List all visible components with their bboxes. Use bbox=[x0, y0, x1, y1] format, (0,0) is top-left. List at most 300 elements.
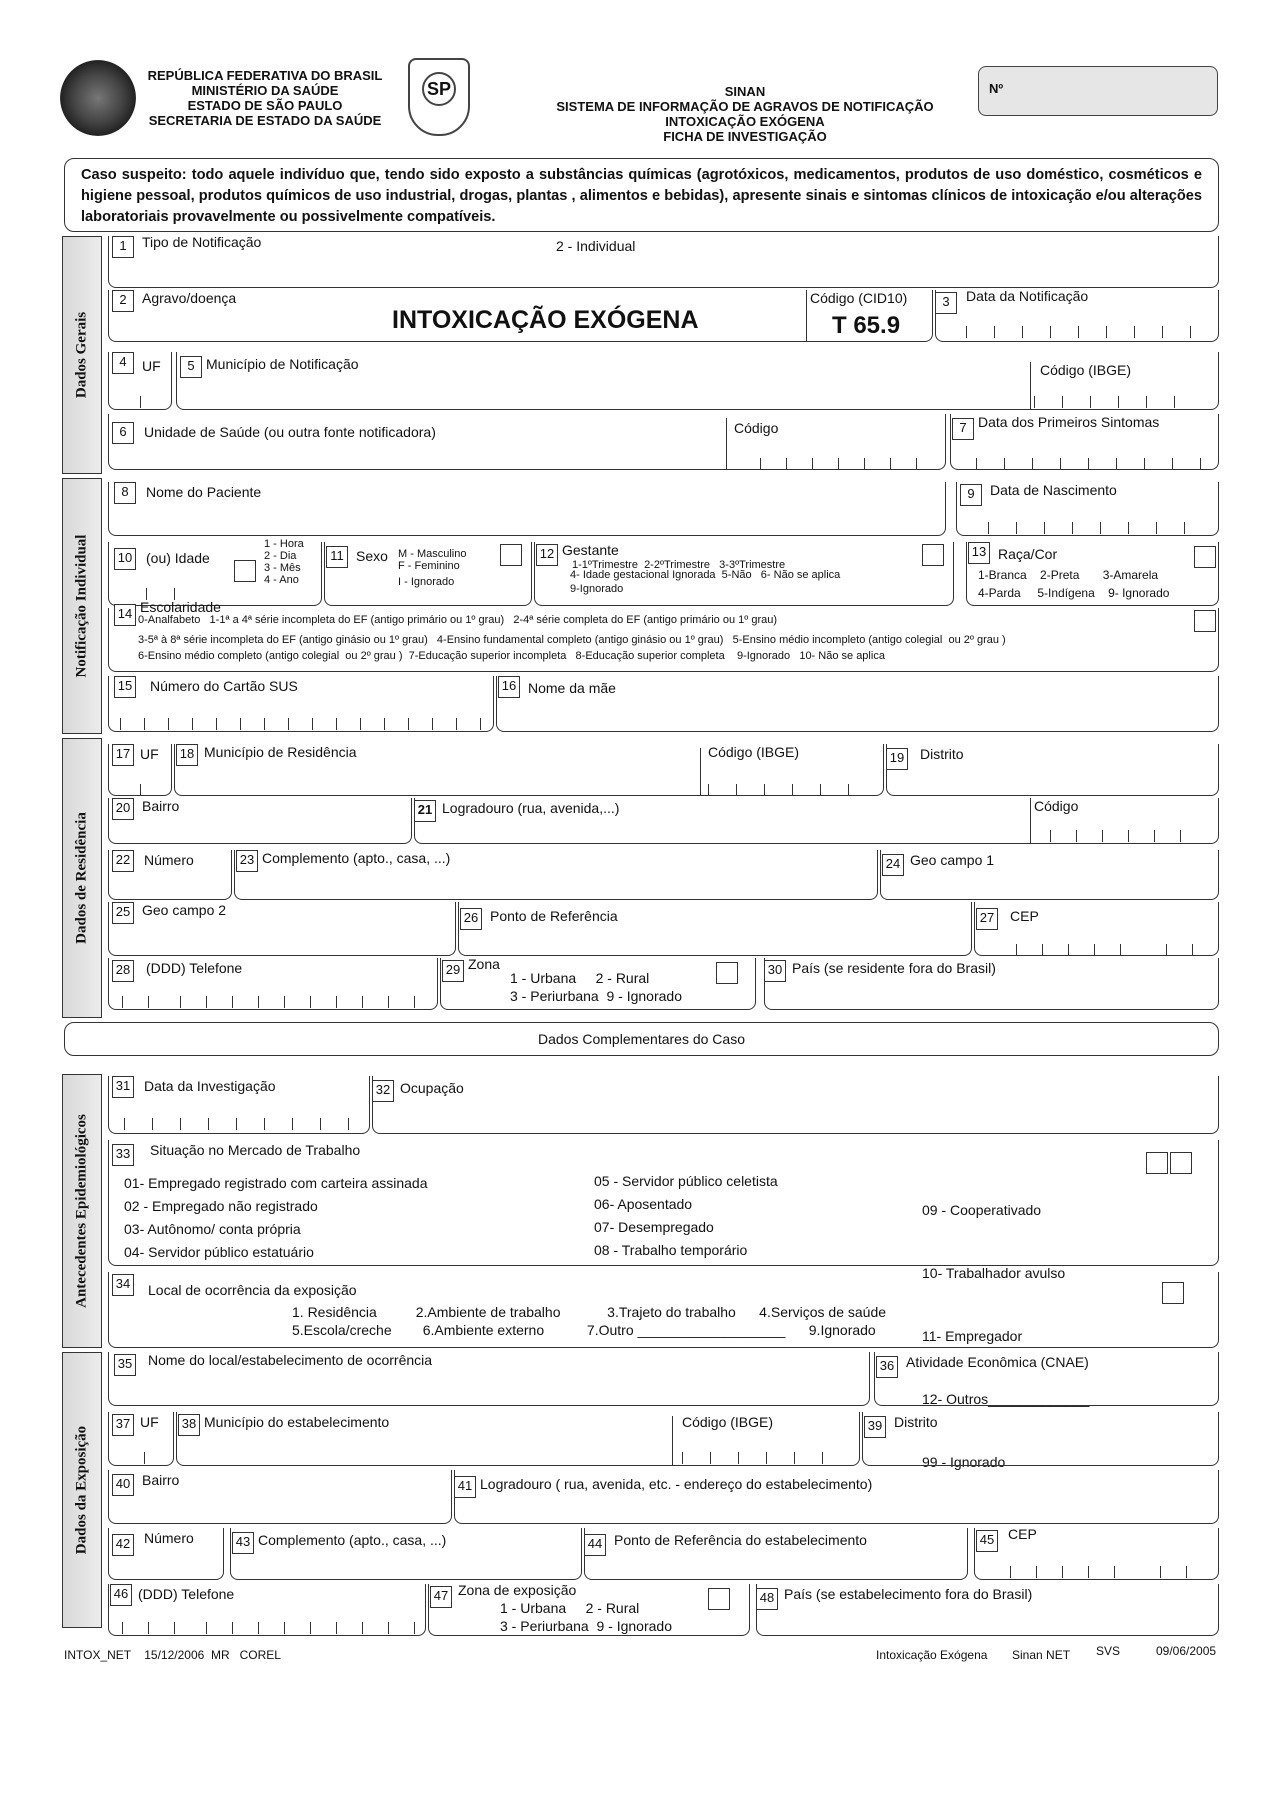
header-line: REPÚBLICA FEDERATIVA DO BRASIL bbox=[147, 68, 383, 83]
field-number: 48 bbox=[756, 1588, 778, 1610]
codigo-label: Código bbox=[1034, 798, 1079, 814]
field-number: 45 bbox=[976, 1530, 998, 1552]
date-ticks bbox=[988, 522, 1208, 534]
field-number: 18 bbox=[176, 744, 198, 766]
field-number: 41 bbox=[454, 1476, 476, 1498]
escolaridade-line: 6-Ensino médio completo (antigo colegial ou 2º grau ) 7-Educação superior incompleta 8-Educação superior completa 9-Ignorado 10- Não se aplica bbox=[138, 650, 885, 662]
header-line: MINISTÉRIO DA SAÚDE bbox=[191, 83, 339, 98]
tick-mark bbox=[312, 718, 313, 730]
tick-mark bbox=[264, 1118, 265, 1130]
option: 3 - Mês bbox=[264, 562, 301, 574]
section-notificacao-individual: Notificação Individual bbox=[62, 478, 102, 734]
logradouro-label: Logradouro (rua, avenida,...) bbox=[442, 800, 620, 816]
codigo-ticks bbox=[1050, 830, 1210, 842]
tick-mark bbox=[760, 458, 761, 470]
tick-mark bbox=[1106, 326, 1107, 338]
escolaridade-line: 3-5ª à 8ª série incompleta do EF (antigo ginásio ou 1º grau) 4-Ensino fundamental completo (antigo ginásio ou 1º grau) 5-Ensino médio incompleto (antigo colegial ou 2º grau ) bbox=[138, 634, 1006, 646]
tick-mark bbox=[414, 1622, 415, 1634]
trabalho-col-2 bbox=[594, 1170, 778, 1262]
tick-mark bbox=[1088, 458, 1089, 470]
tick-mark bbox=[140, 396, 141, 408]
tick-mark bbox=[1022, 326, 1023, 338]
tick-mark bbox=[1116, 458, 1117, 470]
field-number: 13 bbox=[968, 542, 990, 564]
tick-mark bbox=[1128, 522, 1129, 534]
tick-mark bbox=[1068, 944, 1069, 956]
tick-mark bbox=[320, 1118, 321, 1130]
nome-mae-label: Nome da mãe bbox=[528, 680, 616, 696]
tick-mark bbox=[1076, 830, 1077, 842]
tick-mark bbox=[336, 996, 337, 1008]
tick-mark bbox=[820, 784, 821, 796]
local-options: 5.Escola/creche 6.Ambiente externo 7.Outro ___________________ 9.Ignorado bbox=[292, 1322, 876, 1338]
tick-mark bbox=[362, 1622, 363, 1634]
ponto-referencia-label: Ponto de Referência bbox=[490, 908, 618, 924]
tick-mark bbox=[1050, 830, 1051, 842]
tick-mark bbox=[1100, 522, 1101, 534]
case-definition: Caso suspeito: todo aquele indivíduo que, tendo sido exposto a substâncias químicas (agrotóxicos, medicamentos, produtos de uso doméstico, cosméticos e higiene pessoal, produtos químicos de uso industrial, drogas, plantas , alimentos e bebidas), apresente sinais e sintomas clínicos de intoxicação e/ou alterações laboratoriais provavelmente ou possivelmente compatíveis. bbox=[64, 158, 1219, 232]
tick-mark bbox=[232, 1622, 233, 1634]
sp-logo-text: SP bbox=[422, 72, 456, 106]
trabalho-checkbox-2[interactable] bbox=[1170, 1152, 1192, 1174]
field-number: 23 bbox=[236, 850, 258, 872]
field-number: 47 bbox=[430, 1586, 452, 1608]
cep-ticks bbox=[1016, 944, 1212, 956]
tick-mark bbox=[1078, 326, 1079, 338]
tick-mark bbox=[180, 996, 181, 1008]
option: 12- Outros_____________ bbox=[922, 1391, 1090, 1407]
tick-mark bbox=[148, 996, 149, 1008]
coat-of-arms-icon bbox=[60, 60, 136, 136]
cid-value: T 65.9 bbox=[832, 312, 901, 339]
gestante-line: 9-Ignorado bbox=[570, 583, 624, 595]
tick-mark bbox=[916, 458, 917, 470]
section-antecedentes: Antecedentes Epidemiológicos bbox=[62, 1074, 102, 1348]
ibge-ticks bbox=[708, 784, 878, 796]
option: 09 - Cooperativado bbox=[922, 1202, 1042, 1218]
tipo-notificacao-value: 2 - Individual bbox=[556, 238, 636, 254]
tick-mark bbox=[792, 784, 793, 796]
raca-line: 4-Parda 5-Indígena 9- Ignorado bbox=[978, 586, 1170, 600]
cnae-label: Atividade Econômica (CNAE) bbox=[906, 1354, 1089, 1370]
tick-mark bbox=[192, 718, 193, 730]
telefone-ticks bbox=[122, 1622, 422, 1634]
tick-mark bbox=[1128, 830, 1129, 842]
ibge-ticks bbox=[1034, 396, 1204, 408]
trabalho-col-1 bbox=[124, 1172, 428, 1264]
tick-mark bbox=[1088, 1566, 1089, 1578]
field-number: 5 bbox=[180, 356, 202, 378]
field-number: 35 bbox=[114, 1354, 136, 1376]
tick-mark bbox=[1160, 1566, 1161, 1578]
tick-mark bbox=[388, 1622, 389, 1634]
complemento-label: Complemento (apto., casa, ...) bbox=[262, 850, 451, 866]
tick-mark bbox=[864, 458, 865, 470]
field-number: 15 bbox=[114, 676, 136, 698]
tick-mark bbox=[384, 718, 385, 730]
tick-mark bbox=[890, 458, 891, 470]
numero-label: Número bbox=[144, 852, 194, 868]
footer-system: Sinan NET bbox=[1012, 1648, 1071, 1662]
field-number: 19 bbox=[886, 748, 908, 770]
codigo-label: Código bbox=[734, 420, 779, 436]
tick-mark bbox=[1184, 522, 1185, 534]
divider bbox=[1030, 362, 1031, 410]
local-ocorrencia-label: Local de ocorrência da exposição bbox=[148, 1282, 357, 1298]
field-number: 2 bbox=[112, 290, 134, 312]
header-line: SINAN bbox=[724, 84, 766, 99]
distrito-label: Distrito bbox=[920, 746, 964, 762]
raca-line: 1-Branca 2-Preta 3-Amarela bbox=[978, 568, 1159, 582]
uf-label: UF bbox=[142, 358, 161, 374]
nome-paciente-label: Nome do Paciente bbox=[146, 484, 262, 500]
sus-ticks bbox=[120, 718, 490, 730]
tick-mark bbox=[360, 718, 361, 730]
uf-ticks bbox=[140, 396, 160, 408]
field-number: 14 bbox=[114, 604, 136, 626]
ibge-ticks bbox=[682, 1452, 852, 1464]
bairro-label: Bairro bbox=[142, 1472, 180, 1488]
section-dados-gerais: Dados Gerais bbox=[62, 236, 102, 474]
header-line: SISTEMA DE INFORMAÇÃO DE AGRAVOS DE NOTIFICAÇÃO bbox=[556, 99, 934, 114]
field-number: 27 bbox=[976, 908, 998, 930]
ocupacao-label: Ocupação bbox=[400, 1080, 464, 1096]
tick-mark bbox=[988, 522, 989, 534]
mercado-trabalho-label: Situação no Mercado de Trabalho bbox=[150, 1142, 361, 1158]
option: 07- Desempregado bbox=[594, 1219, 714, 1235]
tick-mark bbox=[710, 1452, 711, 1464]
tick-mark bbox=[362, 996, 363, 1008]
field-number: 6 bbox=[112, 422, 134, 444]
tick-mark bbox=[736, 784, 737, 796]
municipio-residencia-label: Município de Residência bbox=[204, 744, 357, 760]
divider bbox=[726, 418, 727, 470]
tick-mark bbox=[1004, 458, 1005, 470]
tick-mark bbox=[1174, 396, 1175, 408]
tick-mark bbox=[310, 996, 311, 1008]
tick-mark bbox=[432, 718, 433, 730]
pais-label: País (se estabelecimento fora do Brasil) bbox=[784, 1586, 1033, 1602]
escolaridade-label: Escolaridade bbox=[140, 599, 221, 615]
header-line: FICHA DE INVESTIGAÇÃO bbox=[663, 129, 827, 144]
tick-mark bbox=[1200, 458, 1201, 470]
header-left bbox=[130, 68, 400, 128]
tick-mark bbox=[786, 458, 787, 470]
field-number: 8 bbox=[114, 482, 136, 504]
date-ticks bbox=[976, 458, 1206, 470]
field-number: 44 bbox=[584, 1534, 606, 1556]
field-number: 30 bbox=[764, 960, 786, 982]
tick-mark bbox=[1062, 1566, 1063, 1578]
tick-mark bbox=[348, 1118, 349, 1130]
tick-mark bbox=[738, 1452, 739, 1464]
tick-mark bbox=[264, 718, 265, 730]
local-checkbox[interactable] bbox=[1162, 1282, 1184, 1304]
date-ticks bbox=[966, 326, 1206, 338]
tick-mark bbox=[122, 996, 123, 1008]
tick-mark bbox=[206, 1622, 207, 1634]
numero-label: Número bbox=[144, 1530, 194, 1546]
tick-mark bbox=[1062, 396, 1063, 408]
geo-campo-2-label: Geo campo 2 bbox=[142, 902, 227, 918]
field-number: 39 bbox=[864, 1416, 886, 1438]
tick-mark bbox=[284, 996, 285, 1008]
field-number: 1 bbox=[112, 236, 134, 258]
tick-mark bbox=[180, 1118, 181, 1130]
tick-mark bbox=[414, 996, 415, 1008]
telefone-label: (DDD) Telefone bbox=[138, 1586, 235, 1602]
tick-mark bbox=[1144, 458, 1145, 470]
local-options: 1. Residência 2.Ambiente de trabalho 3.Trajeto do trabalho 4.Serviços de saúde bbox=[292, 1304, 887, 1320]
option: 1 - Hora bbox=[264, 538, 304, 550]
agravo-label: Agravo/doença bbox=[142, 290, 237, 306]
tick-mark bbox=[284, 1622, 285, 1634]
option: 11- Empregador bbox=[922, 1328, 1023, 1344]
field-number: 31 bbox=[112, 1076, 134, 1098]
option: 03- Autônomo/ conta própria bbox=[124, 1221, 301, 1237]
data-notificacao-label: Data da Notificação bbox=[966, 288, 1089, 304]
tick-mark bbox=[208, 1118, 209, 1130]
footer-svs: SVS bbox=[1096, 1644, 1121, 1658]
field-number: 26 bbox=[460, 908, 482, 930]
ibge-label: Código (IBGE) bbox=[682, 1414, 774, 1430]
gestante-line: 1-1ºTrimestre 2-2ºTrimestre 3-3ºTrimestre bbox=[572, 559, 786, 571]
divider bbox=[700, 748, 701, 796]
tick-mark bbox=[1172, 458, 1173, 470]
uf-label: UF bbox=[140, 746, 159, 762]
header-line: ESTADO DE SÃO PAULO bbox=[187, 98, 343, 113]
tick-mark bbox=[1162, 326, 1163, 338]
field-number: 22 bbox=[112, 850, 134, 872]
field-number: 37 bbox=[112, 1414, 134, 1436]
numero-field[interactable] bbox=[978, 66, 1218, 116]
tick-mark bbox=[336, 1622, 337, 1634]
tick-mark bbox=[408, 718, 409, 730]
option: 08 - Trabalho temporário bbox=[594, 1242, 748, 1258]
tick-mark bbox=[122, 1622, 123, 1634]
tick-mark bbox=[1118, 396, 1119, 408]
tick-mark bbox=[258, 1622, 259, 1634]
field-number: 40 bbox=[112, 1474, 134, 1496]
bairro-label: Bairro bbox=[142, 798, 180, 814]
tick-mark bbox=[1016, 944, 1017, 956]
tick-mark bbox=[216, 718, 217, 730]
tick-mark bbox=[258, 996, 259, 1008]
tick-mark bbox=[480, 718, 481, 730]
field-number: 43 bbox=[232, 1532, 254, 1554]
tick-mark bbox=[168, 718, 169, 730]
idade-unit-checkbox[interactable] bbox=[234, 560, 256, 582]
tick-mark bbox=[1186, 1566, 1187, 1578]
tick-mark bbox=[1094, 944, 1095, 956]
zona-exposicao-checkbox[interactable] bbox=[708, 1588, 730, 1610]
field-number: 28 bbox=[112, 960, 134, 982]
field-number: 24 bbox=[882, 854, 904, 876]
section-dados-exposicao: Dados da Exposição bbox=[62, 1352, 102, 1628]
section-dados-residencia: Dados de Residência bbox=[62, 738, 102, 1018]
option: 04- Servidor público estatuário bbox=[124, 1244, 314, 1260]
zona-exposicao-label: Zona de exposição bbox=[458, 1582, 577, 1598]
option: F - Feminino bbox=[398, 560, 460, 572]
field-number: 34 bbox=[112, 1274, 134, 1296]
tick-mark bbox=[1072, 522, 1073, 534]
data-sintomas-label: Data dos Primeiros Sintomas bbox=[978, 414, 1160, 430]
field-number: 20 bbox=[112, 798, 134, 820]
field-number: 29 bbox=[442, 960, 464, 982]
tick-mark bbox=[812, 458, 813, 470]
option: 05 - Servidor público celetista bbox=[594, 1173, 778, 1189]
footer-date: 09/06/2005 bbox=[1156, 1644, 1217, 1658]
tick-mark bbox=[1156, 522, 1157, 534]
tick-mark bbox=[1114, 1566, 1115, 1578]
field-number: 32 bbox=[372, 1080, 394, 1102]
field-number: 7 bbox=[952, 418, 974, 440]
tick-mark bbox=[1166, 944, 1167, 956]
header-center bbox=[520, 84, 970, 144]
field-number: 10 bbox=[114, 548, 136, 570]
cartao-sus-label: Número do Cartão SUS bbox=[150, 678, 298, 694]
field-number: 38 bbox=[178, 1414, 200, 1436]
geo-campo-1-label: Geo campo 1 bbox=[910, 852, 995, 868]
tick-mark bbox=[1016, 522, 1017, 534]
option: I - Ignorado bbox=[398, 576, 455, 588]
pais-label: País (se residente fora do Brasil) bbox=[792, 960, 996, 976]
tick-mark bbox=[1060, 458, 1061, 470]
tick-mark bbox=[120, 718, 121, 730]
tipo-notificacao-label: Tipo de Notificação bbox=[142, 234, 262, 250]
cep-ticks bbox=[1010, 1566, 1206, 1578]
tick-mark bbox=[1032, 458, 1033, 470]
tick-mark bbox=[236, 1118, 237, 1130]
tick-mark bbox=[1034, 396, 1035, 408]
sexo-checkbox[interactable] bbox=[500, 544, 522, 566]
idade-label: (ou) Idade bbox=[146, 550, 210, 566]
zona-options: 3 - Periurbana 9 - Ignorado bbox=[510, 988, 682, 1004]
option: 01- Empregado registrado com carteira assinada bbox=[124, 1175, 428, 1191]
cep-label: CEP bbox=[1008, 1526, 1037, 1542]
option: 02 - Empregado não registrado bbox=[124, 1198, 318, 1214]
sp-logo-icon bbox=[408, 58, 470, 136]
tick-mark bbox=[388, 996, 389, 1008]
tick-mark bbox=[708, 784, 709, 796]
field-number: 17 bbox=[112, 744, 134, 766]
field-number: 46 bbox=[110, 1584, 132, 1606]
complemento-label: Complemento (apto., casa, ...) bbox=[258, 1532, 447, 1548]
tick-mark bbox=[1050, 326, 1051, 338]
field-number: 36 bbox=[876, 1356, 898, 1378]
tick-mark bbox=[1190, 326, 1191, 338]
tick-mark bbox=[1134, 326, 1135, 338]
option: 10- Trabalhador avulso bbox=[922, 1265, 1066, 1281]
tick-mark bbox=[1044, 522, 1045, 534]
data-investigacao-label: Data da Investigação bbox=[144, 1078, 276, 1094]
ocupacao-field[interactable] bbox=[372, 1076, 1219, 1134]
data-nascimento-label: Data de Nascimento bbox=[990, 482, 1117, 498]
tick-mark bbox=[976, 458, 977, 470]
field-number: 12 bbox=[536, 544, 558, 566]
tick-mark bbox=[1154, 830, 1155, 842]
cid-label: Código (CID10) bbox=[810, 290, 908, 306]
zona-checkbox[interactable] bbox=[716, 962, 738, 984]
tick-mark bbox=[994, 326, 995, 338]
zona-options: 3 - Periurbana 9 - Ignorado bbox=[500, 1618, 672, 1634]
ibge-label: Código (IBGE) bbox=[708, 744, 800, 760]
tick-mark bbox=[336, 718, 337, 730]
divider bbox=[1030, 798, 1031, 844]
uf-label: UF bbox=[140, 1414, 159, 1430]
tick-mark bbox=[292, 1118, 293, 1130]
tick-mark bbox=[766, 1452, 767, 1464]
escolaridade-line: 0-Analfabeto 1-1ª a 4ª série incompleta do EF (antigo primário ou 1º grau) 2-4ª série completa do EF (antigo primário ou 1º grau) bbox=[138, 614, 778, 626]
tick-mark bbox=[1180, 830, 1181, 842]
tick-mark bbox=[310, 1622, 311, 1634]
zona-label: Zona bbox=[468, 956, 500, 972]
trabalho-checkbox-1[interactable] bbox=[1146, 1152, 1168, 1174]
unidade-saude-label: Unidade de Saúde (ou outra fonte notificadora) bbox=[144, 424, 436, 440]
field-number: 42 bbox=[112, 1534, 134, 1556]
tick-mark bbox=[148, 1622, 149, 1634]
option: 99 - Ignorado bbox=[922, 1454, 1006, 1470]
tipo-notificacao-field[interactable] bbox=[108, 236, 1219, 288]
zona-options: 1 - Urbana 2 - Rural bbox=[510, 970, 650, 986]
tick-mark bbox=[140, 784, 141, 796]
divider bbox=[672, 1416, 673, 1466]
sexo-label: Sexo bbox=[356, 548, 388, 564]
tick-mark bbox=[144, 1452, 145, 1464]
tick-mark bbox=[848, 784, 849, 796]
municipio-label: Município de Notificação bbox=[206, 356, 359, 372]
tick-mark bbox=[288, 718, 289, 730]
tick-mark bbox=[206, 996, 207, 1008]
zona-options: 1 - Urbana 2 - Rural bbox=[500, 1600, 640, 1616]
divider bbox=[806, 290, 807, 342]
gestante-checkbox[interactable] bbox=[922, 544, 944, 566]
raca-checkbox[interactable] bbox=[1194, 546, 1216, 568]
cep-label: CEP bbox=[1010, 908, 1039, 924]
telefone-label: (DDD) Telefone bbox=[146, 960, 243, 976]
distrito-label: Distrito bbox=[894, 1414, 938, 1430]
tick-mark bbox=[152, 1118, 153, 1130]
tick-mark bbox=[1102, 830, 1103, 842]
tick-mark bbox=[966, 326, 967, 338]
tick-mark bbox=[1120, 944, 1121, 956]
option: 4 - Ano bbox=[264, 574, 299, 586]
tick-mark bbox=[1010, 1566, 1011, 1578]
idade-options bbox=[264, 538, 304, 586]
tick-mark bbox=[456, 718, 457, 730]
field-number: 3 bbox=[935, 292, 957, 314]
logradouro-label: Logradouro ( rua, avenida, etc. - endereço do estabelecimento) bbox=[480, 1476, 873, 1492]
tick-mark bbox=[794, 1452, 795, 1464]
codigo-ticks bbox=[760, 458, 940, 470]
field-number: 9 bbox=[960, 484, 982, 506]
option: 06- Aposentado bbox=[594, 1196, 693, 1212]
field-number: 4 bbox=[112, 352, 134, 374]
field-number: 33 bbox=[112, 1144, 134, 1166]
nome-local-label: Nome do local/estabelecimento de ocorrência bbox=[148, 1352, 433, 1368]
tick-mark bbox=[232, 996, 233, 1008]
tick-mark bbox=[1146, 396, 1147, 408]
field-number: 16 bbox=[498, 676, 520, 698]
gestante-line: 4- Idade gestacional Ignorada 5-Não 6- Não se aplica bbox=[570, 569, 841, 581]
tick-mark bbox=[124, 1118, 125, 1130]
tick-mark bbox=[682, 1452, 683, 1464]
escolaridade-checkbox[interactable] bbox=[1194, 610, 1216, 632]
tick-mark bbox=[1090, 396, 1091, 408]
tick-mark bbox=[822, 1452, 823, 1464]
tick-mark bbox=[764, 784, 765, 796]
tick-mark bbox=[1192, 944, 1193, 956]
